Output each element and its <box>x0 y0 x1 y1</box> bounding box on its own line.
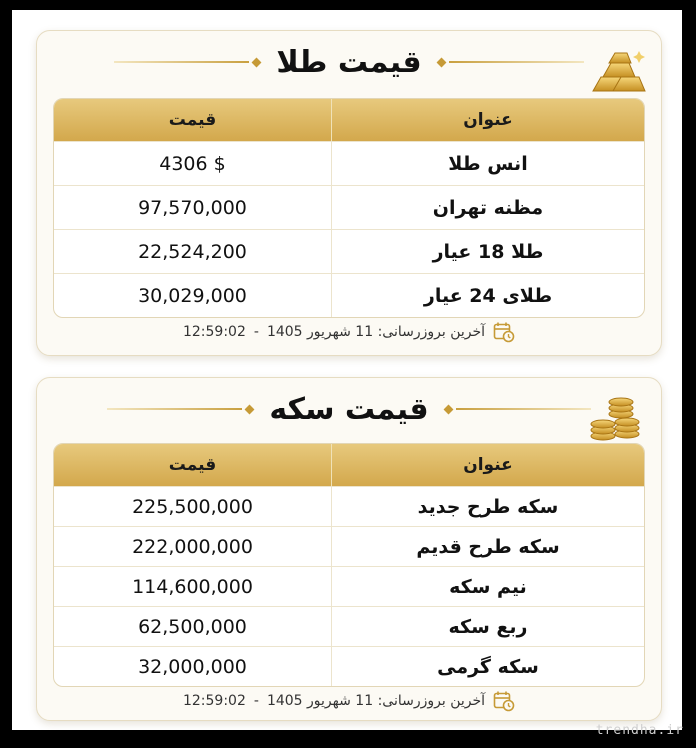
table-row <box>54 141 644 185</box>
coin-last-update <box>37 690 661 712</box>
table-row <box>54 646 644 686</box>
title-ornament-right <box>441 406 591 413</box>
update-date: 11 شهریور 1405 <box>266 324 374 340</box>
update-separator: - <box>253 324 259 340</box>
row-title: ربع سکه <box>331 606 644 646</box>
coin-price-table <box>53 443 645 687</box>
gold-card-title: قیمت طلا <box>276 44 422 80</box>
row-price: 222,000,000 <box>54 526 331 566</box>
gold-price-card <box>36 30 662 356</box>
column-header-title: عنوان <box>331 444 644 486</box>
update-separator: - <box>253 693 259 709</box>
row-price: 114,600,000 <box>54 566 331 606</box>
calendar-clock-icon <box>493 690 515 712</box>
update-label: آخرین بروزرسانی: <box>377 693 486 709</box>
row-price: 30,029,000 <box>54 273 331 317</box>
row-price: 225,500,000 <box>54 486 331 526</box>
gold-price-table <box>53 98 645 318</box>
update-date: 11 شهریور 1405 <box>266 693 374 709</box>
row-title: مظنه تهران <box>331 185 644 229</box>
watermark: trendha.ir <box>595 723 684 738</box>
row-price: 32,000,000 <box>54 646 331 686</box>
row-title: سکه طرح جدید <box>331 486 644 526</box>
title-ornament-left <box>107 406 257 413</box>
coin-card-title: قیمت سکه <box>269 391 429 427</box>
table-row <box>54 486 644 526</box>
row-title: طلای 24 عیار <box>331 273 644 317</box>
table-row <box>54 566 644 606</box>
coin-title-row <box>37 384 661 434</box>
row-title: طلا 18 عیار <box>331 229 644 273</box>
table-row <box>54 526 644 566</box>
row-price: 62,500,000 <box>54 606 331 646</box>
row-title: نیم سکه <box>331 566 644 606</box>
table-row <box>54 273 644 317</box>
update-time: 12:59:02 <box>182 324 246 340</box>
table-row <box>54 185 644 229</box>
update-time: 12:59:02 <box>182 693 246 709</box>
table-header-row <box>54 444 644 486</box>
gold-bars-icon <box>587 47 649 95</box>
row-price: 97,570,000 <box>54 185 331 229</box>
update-label: آخرین بروزرسانی: <box>377 324 486 340</box>
page <box>12 10 682 730</box>
column-header-price: قیمت <box>54 99 331 141</box>
row-price: 4306 $ <box>54 141 331 185</box>
gold-last-update <box>37 321 661 343</box>
coin-price-card <box>36 377 662 721</box>
calendar-clock-icon <box>493 321 515 343</box>
title-ornament-left <box>114 59 264 66</box>
column-header-price: قیمت <box>54 444 331 486</box>
table-header-row <box>54 99 644 141</box>
row-title: انس طلا <box>331 141 644 185</box>
table-row <box>54 229 644 273</box>
table-row <box>54 606 644 646</box>
row-title: سکه طرح قدیم <box>331 526 644 566</box>
gold-title-row <box>37 37 661 87</box>
row-price: 22,524,200 <box>54 229 331 273</box>
coin-stack-icon <box>587 394 649 442</box>
row-title: سکه گرمی <box>331 646 644 686</box>
title-ornament-right <box>434 59 584 66</box>
column-header-title: عنوان <box>331 99 644 141</box>
